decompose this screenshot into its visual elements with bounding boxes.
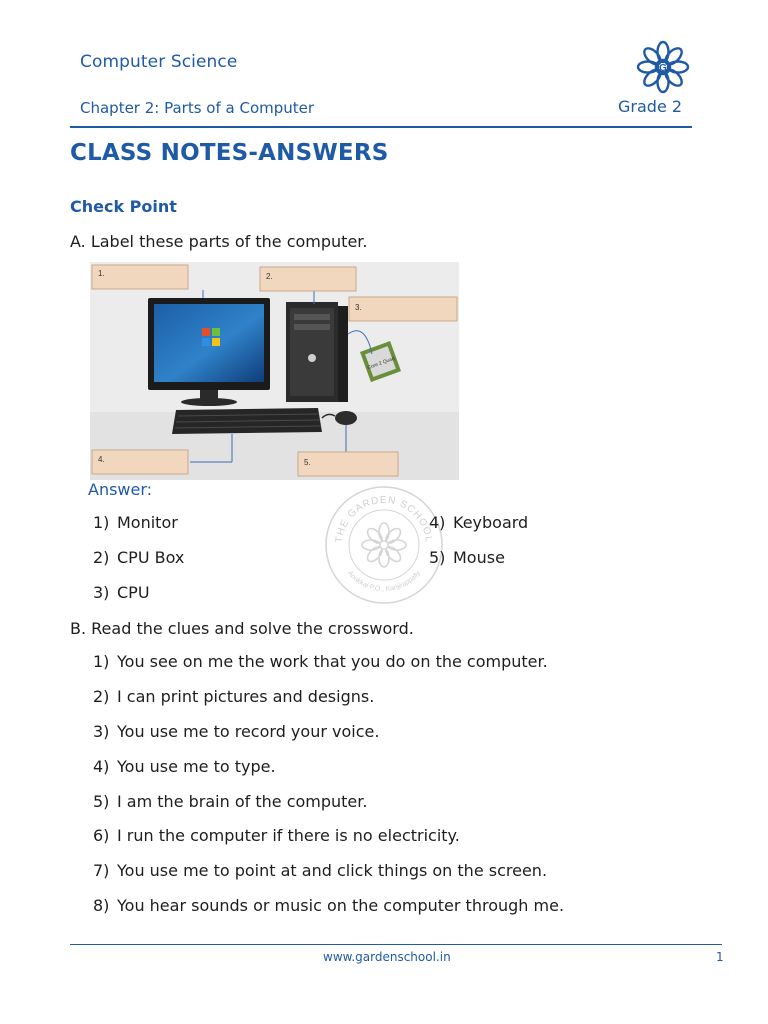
answer-item: 5) Mouse [429, 548, 505, 567]
callout-4: 4. [98, 455, 105, 464]
callout-2: 2. [266, 272, 273, 281]
grade-label: Grade 2 [618, 97, 683, 116]
answer-item: 2) CPU Box [93, 548, 185, 567]
answer-item: 4) Keyboard [429, 513, 529, 532]
header-divider [70, 126, 692, 128]
footer-divider [70, 944, 722, 945]
chip-label: Core 2 Quad [366, 355, 396, 372]
answer-item: 3) CPU [93, 583, 150, 602]
page-title: CLASS NOTES-ANSWERS [70, 140, 389, 166]
clue-item: 6) I run the computer if there is no electricity. [93, 826, 460, 845]
clue-item: 1) You see on me the work that you do on the computer. [93, 652, 548, 671]
school-stamp-watermark [322, 483, 446, 607]
answer-item: 1) Monitor [93, 513, 178, 532]
callout-5: 5. [304, 458, 311, 467]
lotus-g-logo-icon [634, 38, 692, 96]
section-heading: Check Point [70, 197, 177, 216]
clue-item: 5) I am the brain of the computer. [93, 792, 368, 811]
svg-text:Anakkal P.O., Kanjirappally [346, 569, 422, 593]
question-a: A. Label these parts of the computer. [70, 232, 368, 251]
clue-item: 7) You use me to point at and click things on the screen. [93, 861, 548, 880]
clue-item: 3) You use me to record your voice. [93, 722, 380, 741]
monitor-image [148, 298, 270, 406]
chapter-title: Chapter 2: Parts of a Computer [80, 99, 315, 117]
stamp-top-text: THE GARDEN SCHOOL [333, 494, 435, 544]
clue-item: 2) I can print pictures and designs. [93, 687, 375, 706]
clue-item: 4) You use me to type. [93, 757, 276, 776]
svg-text:THE GARDEN SCHOOL [334, 495, 434, 543]
footer-url-link[interactable]: www.gardenschool.in [323, 950, 451, 964]
subject-title: Computer Science [80, 52, 238, 72]
stamp-bottom-text: Anakkal P.O., Kanjirappally [345, 569, 423, 594]
clue-item: 8) You hear sounds or music on the computer through me. [93, 896, 565, 915]
page-number: 1 [716, 950, 724, 964]
answer-label: Answer: [88, 480, 153, 499]
callout-3: 3. [355, 303, 362, 312]
question-b: B. Read the clues and solve the crossword. [70, 619, 414, 638]
callout-1: 1. [98, 269, 105, 278]
computer-parts-photo [90, 262, 459, 480]
svg-text:G: G [659, 63, 667, 74]
